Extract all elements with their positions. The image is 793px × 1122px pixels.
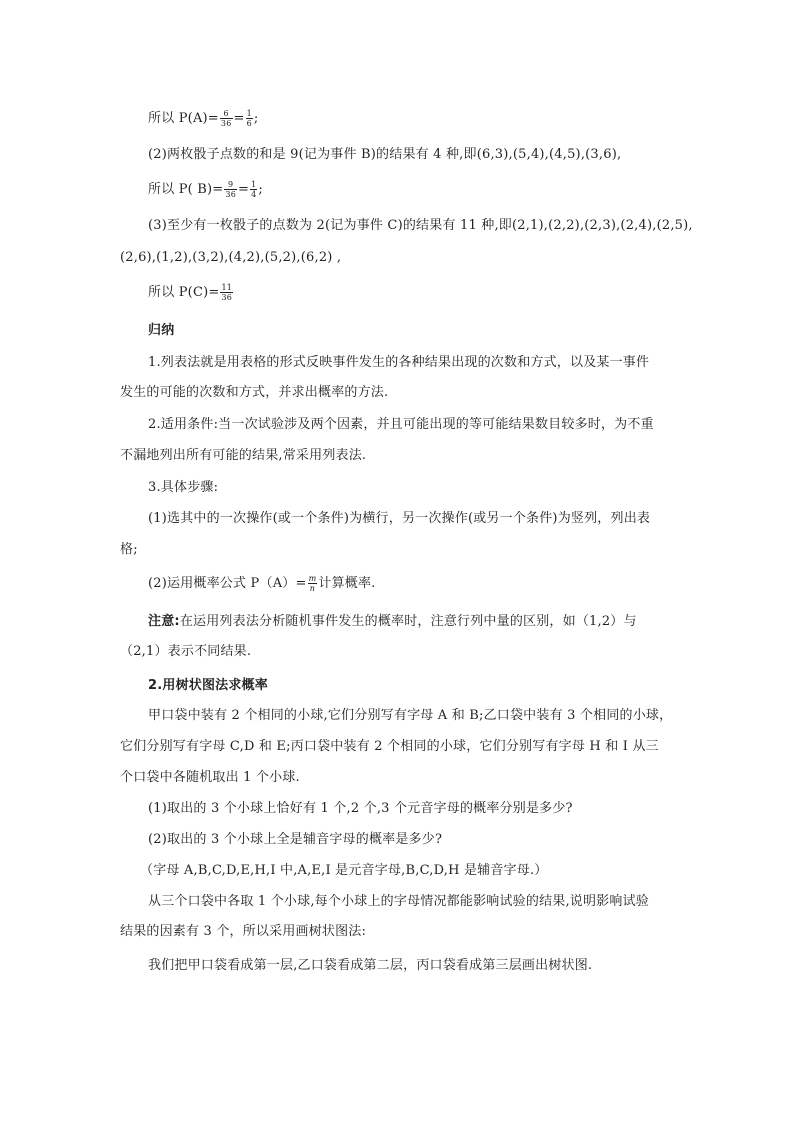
prob-a-prefix: 所以 P(A)= (148, 111, 219, 126)
question-2: (2)取出的 3 个小球上全是辅音字母的概率是多少? (148, 832, 443, 847)
prob-a-line: 所以 P(A)= $\frac{6}{36}$ = $\frac{1}{6}$ ; (148, 109, 259, 128)
fraction: $\frac{11}{36}$ (221, 283, 233, 302)
fraction: $\frac{1}{6}$ (246, 109, 252, 128)
answer-text: 从三个口袋中各取 1 个小球,每个小球上的字母情况都能影响试验的结果,说明影响试验 (148, 894, 650, 909)
paragraph: 1.列表法就是用表格的形式反映事件发生的各种结果出现的次数和方式，以及某一事件 (148, 355, 650, 370)
answer-text: 结果的因素有 3 个，所以采用画树状图法: (120, 924, 367, 939)
fraction: $\frac{1}{4}$ (251, 180, 257, 199)
event-c-line: (3)至少有一枚骰子的点数为 2(记为事件 C)的结果有 11 种,即(2,1),(2,2),(2,3),(2,4),(2,5), (148, 218, 693, 233)
note-label: 注意: (148, 614, 180, 629)
section-heading-tree: 2.用树状图法求概率 (148, 678, 268, 693)
hint-line: （字母 A,B,C,D,E,H,I 中,A,E,I 是元音字母,B,C,D,H 是辅音字母.） (140, 863, 548, 878)
problem-text: 它们分别写有字母 C,D 和 E;丙口袋中装有 2 个相同的小球，它们分别写有字母 H 和 I 从三 (120, 739, 659, 754)
paragraph: 2.适用条件:当一次试验涉及两个因素，并且可能出现的等可能结果数目较多时，为不重 (148, 417, 654, 432)
paragraph: 不漏地列出所有可能的结果,常采用列表法. (120, 448, 367, 463)
section-heading-summary: 归纳 (148, 323, 175, 338)
note-line-cont: （2,1）表示不同结果. (120, 644, 252, 659)
fraction: $\frac{6}{36}$ (220, 109, 232, 128)
paragraph: 3.具体步骤: (148, 480, 219, 495)
answer-text: 我们把甲口袋看成第一层,乙口袋看成第二层，丙口袋看成第三层画出树状图. (148, 958, 593, 973)
event-b-line: (2)两枚骰子点数的和是 9(记为事件 B)的结果有 4 种,即(6,3),(5,4),(4,5),(3,6), (148, 147, 622, 162)
note-line: 注意:在运用列表法分析随机事件发生的概率时，注意行列中量的区别，如（1,2）与 (148, 614, 637, 629)
prob-c-line: 所以 P(C)= $\frac{11}{36}$ (148, 283, 233, 302)
question-1: (1)取出的 3 个小球上恰好有 1 个,2 个,3 个元音字母的概率分别是多少? (148, 801, 573, 816)
fraction: $\frac{9}{36}$ (225, 180, 236, 199)
formula-line: (2)运用概率公式 P（A）= $\frac{m}{n}$ 计算概率. (148, 574, 376, 593)
paragraph: (1)选其中的一次操作(或一个条件)为横行，另一次操作(或另一个条件)为竖列，列出表 (148, 511, 651, 526)
fraction: $\frac{m}{n}$ (308, 574, 317, 593)
problem-text: 个口袋中各随机取出 1 个小球. (120, 770, 300, 785)
event-c-line-cont: (2,6),(1,2),(3,2),(4,2),(5,2),(6,2) , (120, 250, 342, 265)
problem-text: 甲口袋中装有 2 个相同的小球,它们分别写有字母 A 和 B;乙口袋中装有 3 个相同的小球， (148, 708, 673, 723)
paragraph: 发生的可能的次数和方式，并求出概率的方法. (120, 385, 389, 400)
paragraph: 格; (120, 542, 138, 557)
prob-b-line: 所以 P( B)= $\frac{9}{36}$ = $\frac{1}{4}$ ; (148, 180, 263, 199)
